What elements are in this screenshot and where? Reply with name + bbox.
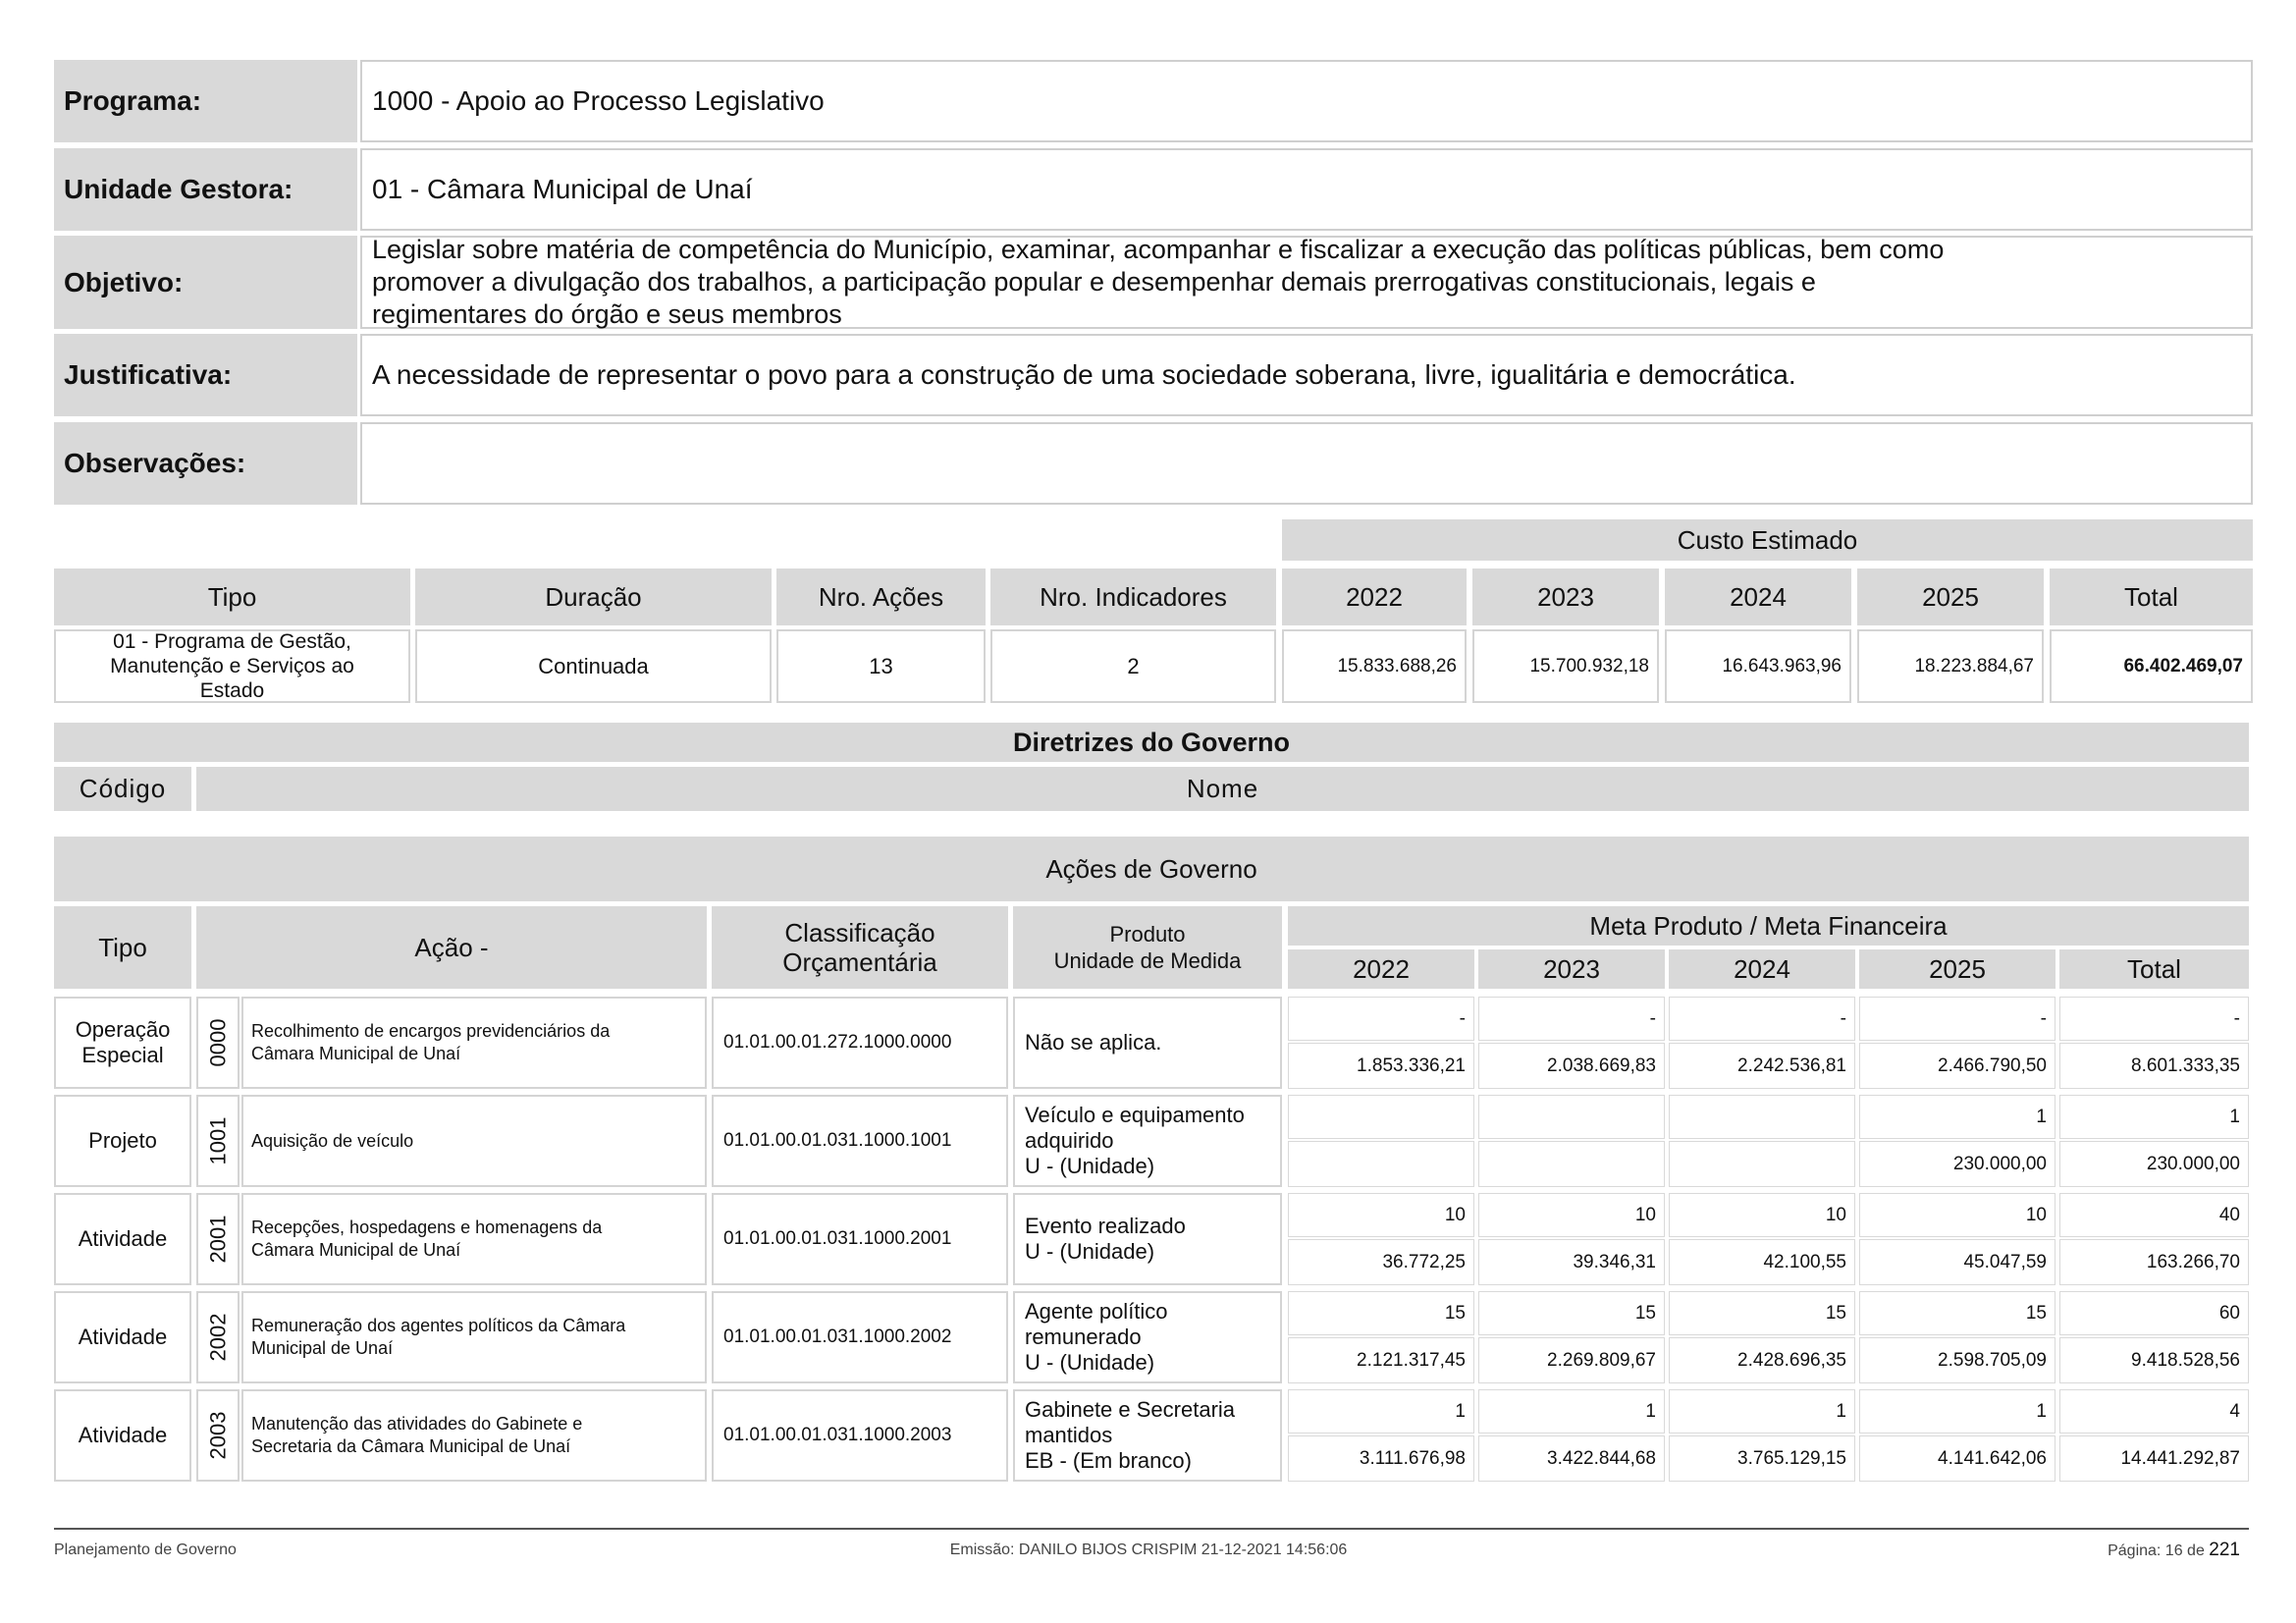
acao-tipo-line: Operação — [75, 1017, 171, 1042]
meta-financeira-cell: 163.266,70 — [2059, 1239, 2249, 1285]
col-tipo-header: Tipo — [54, 568, 410, 625]
objetivo-line: Legislar sobre matéria de competência do Município, examinar, acompanhar e fiscalizar a execução das políticas públicas, bem como — [372, 235, 1945, 264]
meta-produto-cell: 1 — [1669, 1389, 1855, 1434]
meta-produto-cell: 15 — [1478, 1291, 1665, 1335]
acao-nome-line: Recolhimento de encargos previdenciários da — [251, 1021, 611, 1041]
acao-codigo-text: 2002 — [205, 1313, 231, 1362]
acao-nome-line: Remuneração dos agentes políticos da Câmara — [251, 1316, 626, 1335]
col-total-header: Total — [2050, 568, 2253, 625]
meta-produto-cell — [1669, 1095, 1855, 1139]
col-nro-indicadores-header: Nro. Indicadores — [990, 568, 1276, 625]
meta-financeira-cell: 14.441.292,87 — [2059, 1435, 2249, 1482]
meta-produto-cell: 1 — [1859, 1389, 2056, 1434]
meta-financeira-cell — [1288, 1141, 1474, 1187]
meta-produto-cell: 1 — [1859, 1095, 2056, 1139]
acao-codigo — [196, 1095, 240, 1187]
acao-codigo — [196, 1389, 240, 1482]
meta-financeira-cell: 3.111.676,98 — [1288, 1435, 1474, 1482]
acao-codigo-text: 2003 — [205, 1411, 231, 1460]
meta-financeira-cell: 42.100,55 — [1669, 1239, 1855, 1285]
acao-nome-line: Recepções, hospedagens e homenagens da — [251, 1217, 603, 1237]
meta-produto-cell: - — [1669, 997, 1855, 1041]
diretrizes-col-nome: Nome — [196, 767, 2249, 811]
meta-produto-cell: 10 — [1859, 1193, 2056, 1237]
acao-tipo — [54, 1389, 191, 1482]
acao-produto-line: U - (Unidade) — [1025, 1350, 1155, 1375]
meta-produto-cell: 1 — [1478, 1389, 1665, 1434]
classificacao-header-line: Orçamentária — [782, 947, 937, 977]
acao-tipo-line: Atividade — [78, 1423, 168, 1447]
summary-cost-2025: 18.223.884,67 — [1857, 629, 2044, 703]
acao-produto-line: EB - (Em branco) — [1025, 1448, 1192, 1473]
acao-nome-line: Câmara Municipal de Unaí — [251, 1240, 461, 1260]
acao-produto-line: Evento realizado — [1025, 1214, 1186, 1238]
meta-produto-cell: - — [2059, 997, 2249, 1041]
acoes-year-total: Total — [2059, 949, 2249, 989]
produto-header-line: Unidade de Medida — [1053, 948, 1242, 973]
meta-produto-cell: - — [1288, 997, 1474, 1041]
meta-financeira-cell: 2.428.696,35 — [1669, 1337, 1855, 1383]
diretrizes-col-codigo: Código — [54, 767, 191, 811]
meta-financeira-cell: 2.038.669,83 — [1478, 1043, 1665, 1089]
col-2024-header: 2024 — [1665, 568, 1851, 625]
meta-produto-cell: 40 — [2059, 1193, 2249, 1237]
meta-financeira-cell: 2.598.705,09 — [1859, 1337, 2056, 1383]
acao-produto — [1013, 1291, 1282, 1383]
acao-classificacao: 01.01.00.01.031.1000.1001 — [712, 1095, 1008, 1187]
meta-financeira-cell: 36.772,25 — [1288, 1239, 1474, 1285]
summary-nro-acoes: 13 — [776, 629, 986, 703]
meta-financeira-cell: 230.000,00 — [2059, 1141, 2249, 1187]
acao-codigo-text: 1001 — [205, 1116, 231, 1165]
col-duracao-header: Duração — [415, 568, 772, 625]
summary-cost-2024: 16.643.963,96 — [1665, 629, 1851, 703]
acao-produto-line: Não se aplica. — [1025, 1030, 1162, 1055]
acoes-year-2024: 2024 — [1669, 949, 1855, 989]
acoes-col-tipo: Tipo — [54, 906, 191, 989]
acao-produto — [1013, 997, 1282, 1089]
programa-label: Programa: — [54, 60, 357, 142]
acoes-title: Ações de Governo — [54, 837, 2249, 901]
summary-cost-2022: 15.833.688,26 — [1282, 629, 1467, 703]
summary-tipo-line: 01 - Programa de Gestão, — [113, 630, 351, 653]
meta-financeira-cell — [1478, 1141, 1665, 1187]
acao-nome-line: Municipal de Unaí — [251, 1338, 394, 1358]
meta-produto-cell: - — [1478, 997, 1665, 1041]
acao-produto-line: Veículo e equipamento — [1025, 1103, 1245, 1127]
acao-classificacao: 01.01.00.01.031.1000.2003 — [712, 1389, 1008, 1482]
footer-emissao: Emissão: DANILO BIJOS CRISPIM 21-12-2021 14:56:06 — [949, 1542, 1348, 1558]
meta-produto-cell: 1 — [1288, 1389, 1474, 1434]
meta-produto-cell: 60 — [2059, 1291, 2249, 1335]
footer-divider — [54, 1528, 2249, 1530]
meta-produto-cell — [1288, 1095, 1474, 1139]
meta-financeira-cell: 8.601.333,35 — [2059, 1043, 2249, 1089]
acao-codigo-text: 0000 — [205, 1018, 231, 1067]
acao-classificacao: 01.01.00.01.031.1000.2002 — [712, 1291, 1008, 1383]
produto-header-line: Produto — [1109, 922, 1186, 947]
meta-produto-cell: 15 — [1859, 1291, 2056, 1335]
footer-left: Planejamento de Governo — [54, 1542, 237, 1558]
meta-financeira-cell: 230.000,00 — [1859, 1141, 2056, 1187]
unidade-gestora-label: Unidade Gestora: — [54, 148, 357, 231]
summary-duracao: Continuada — [415, 629, 772, 703]
programa-value: 1000 - Apoio ao Processo Legislativo — [360, 60, 2253, 142]
objetivo-label: Objetivo: — [54, 236, 357, 329]
acao-produto-line: Agente político — [1025, 1299, 1168, 1324]
acao-produto — [1013, 1389, 1282, 1482]
acao-nome-line: Câmara Municipal de Unaí — [251, 1044, 461, 1063]
meta-financeira-cell: 3.422.844,68 — [1478, 1435, 1665, 1482]
summary-tipo-line: Estado — [199, 679, 265, 702]
summary-nro-indicadores: 2 — [990, 629, 1276, 703]
objetivo-value — [360, 236, 2253, 329]
meta-financeira-cell: 4.141.642,06 — [1859, 1435, 2056, 1482]
summary-cost-total: 66.402.469,07 — [2050, 629, 2253, 703]
meta-produto-cell — [1478, 1095, 1665, 1139]
meta-produto-cell: 15 — [1669, 1291, 1855, 1335]
footer-page — [1865, 1540, 2240, 1565]
acao-tipo-line: Atividade — [78, 1325, 168, 1349]
objetivo-line: regimentares do órgão e seus membros — [372, 299, 842, 329]
unidade-gestora-value: 01 - Câmara Municipal de Unaí — [360, 148, 2253, 231]
col-2022-header: 2022 — [1282, 568, 1467, 625]
meta-produto-cell: 15 — [1288, 1291, 1474, 1335]
meta-financeira-cell — [1669, 1141, 1855, 1187]
acao-nome — [241, 997, 707, 1089]
meta-financeira-cell: 2.121.317,45 — [1288, 1337, 1474, 1383]
acoes-year-2023: 2023 — [1478, 949, 1665, 989]
acao-tipo-line: Especial — [81, 1043, 164, 1067]
acao-nome — [241, 1095, 707, 1187]
col-nro-acoes-header: Nro. Ações — [776, 568, 986, 625]
acao-produto-line: U - (Unidade) — [1025, 1154, 1155, 1178]
meta-financeira-cell: 9.418.528,56 — [2059, 1337, 2249, 1383]
meta-financeira-cell: 39.346,31 — [1478, 1239, 1665, 1285]
acao-produto-line: adquirido — [1025, 1128, 1114, 1153]
acoes-col-meta: Meta Produto / Meta Financeira — [1288, 906, 2249, 946]
footer-page-total: 221 — [2209, 1540, 2240, 1560]
acao-codigo — [196, 997, 240, 1089]
acao-produto-line: remunerado — [1025, 1325, 1142, 1349]
acao-produto — [1013, 1095, 1282, 1187]
acao-classificacao: 01.01.00.01.272.1000.0000 — [712, 997, 1008, 1089]
acao-nome-line: Aquisição de veículo — [251, 1130, 414, 1151]
meta-financeira-cell: 45.047,59 — [1859, 1239, 2056, 1285]
summary-cost-2023: 15.700.932,18 — [1472, 629, 1659, 703]
acao-produto — [1013, 1193, 1282, 1285]
acoes-col-produto — [1013, 906, 1282, 989]
objetivo-line: promover a divulgação dos trabalhos, a participação popular e desempenhar demais prerrogativas constitucionais, legais e — [372, 267, 1816, 297]
acao-tipo-line: Atividade — [78, 1226, 168, 1251]
acao-classificacao: 01.01.00.01.031.1000.2001 — [712, 1193, 1008, 1285]
meta-produto-cell: 4 — [2059, 1389, 2249, 1434]
meta-produto-cell: 1 — [2059, 1095, 2249, 1139]
acao-nome-line: Manutenção das atividades do Gabinete e — [251, 1414, 583, 1434]
acoes-col-classificacao — [712, 906, 1008, 989]
acao-tipo-line: Projeto — [88, 1128, 157, 1153]
acao-codigo — [196, 1193, 240, 1285]
acao-tipo — [54, 1193, 191, 1285]
acao-nome — [241, 1291, 707, 1383]
diretrizes-title: Diretrizes do Governo — [54, 723, 2249, 762]
acoes-year-2025: 2025 — [1859, 949, 2056, 989]
acao-codigo-text: 2001 — [205, 1215, 231, 1264]
acao-nome — [241, 1389, 707, 1482]
footer-page-prefix: Página: 16 de — [2108, 1542, 2205, 1559]
acoes-col-acao: Ação - — [196, 906, 707, 989]
summary-tipo-line: Manutenção e Serviços ao — [110, 655, 354, 677]
acao-tipo — [54, 1095, 191, 1187]
acao-codigo — [196, 1291, 240, 1383]
col-2025-header: 2025 — [1857, 568, 2044, 625]
meta-produto-cell: 10 — [1288, 1193, 1474, 1237]
classificacao-header-line: Classificação — [784, 918, 935, 947]
meta-produto-cell: - — [1859, 997, 2056, 1041]
acao-tipo — [54, 997, 191, 1089]
observacoes-value — [360, 422, 2253, 505]
justificativa-value: A necessidade de representar o povo para a construção de uma sociedade soberana, livre, igualitária e democrática. — [360, 334, 2253, 416]
acao-nome — [241, 1193, 707, 1285]
acao-produto-line: mantidos — [1025, 1423, 1113, 1447]
meta-financeira-cell: 2.466.790,50 — [1859, 1043, 2056, 1089]
meta-financeira-cell: 2.269.809,67 — [1478, 1337, 1665, 1383]
acao-produto-line: Gabinete e Secretaria — [1025, 1397, 1236, 1422]
meta-produto-cell: 10 — [1669, 1193, 1855, 1237]
meta-financeira-cell: 2.242.536,81 — [1669, 1043, 1855, 1089]
acao-produto-line: U - (Unidade) — [1025, 1239, 1155, 1264]
summary-tipo — [54, 629, 410, 703]
meta-produto-cell: 10 — [1478, 1193, 1665, 1237]
custo-estimado-header: Custo Estimado — [1282, 519, 2253, 561]
justificativa-label: Justificativa: — [54, 334, 357, 416]
meta-financeira-cell: 1.853.336,21 — [1288, 1043, 1474, 1089]
acao-nome-line: Secretaria da Câmara Municipal de Unaí — [251, 1436, 571, 1456]
acao-tipo — [54, 1291, 191, 1383]
observacoes-label: Observações: — [54, 422, 357, 505]
acoes-year-2022: 2022 — [1288, 949, 1474, 989]
col-2023-header: 2023 — [1472, 568, 1659, 625]
meta-financeira-cell: 3.765.129,15 — [1669, 1435, 1855, 1482]
